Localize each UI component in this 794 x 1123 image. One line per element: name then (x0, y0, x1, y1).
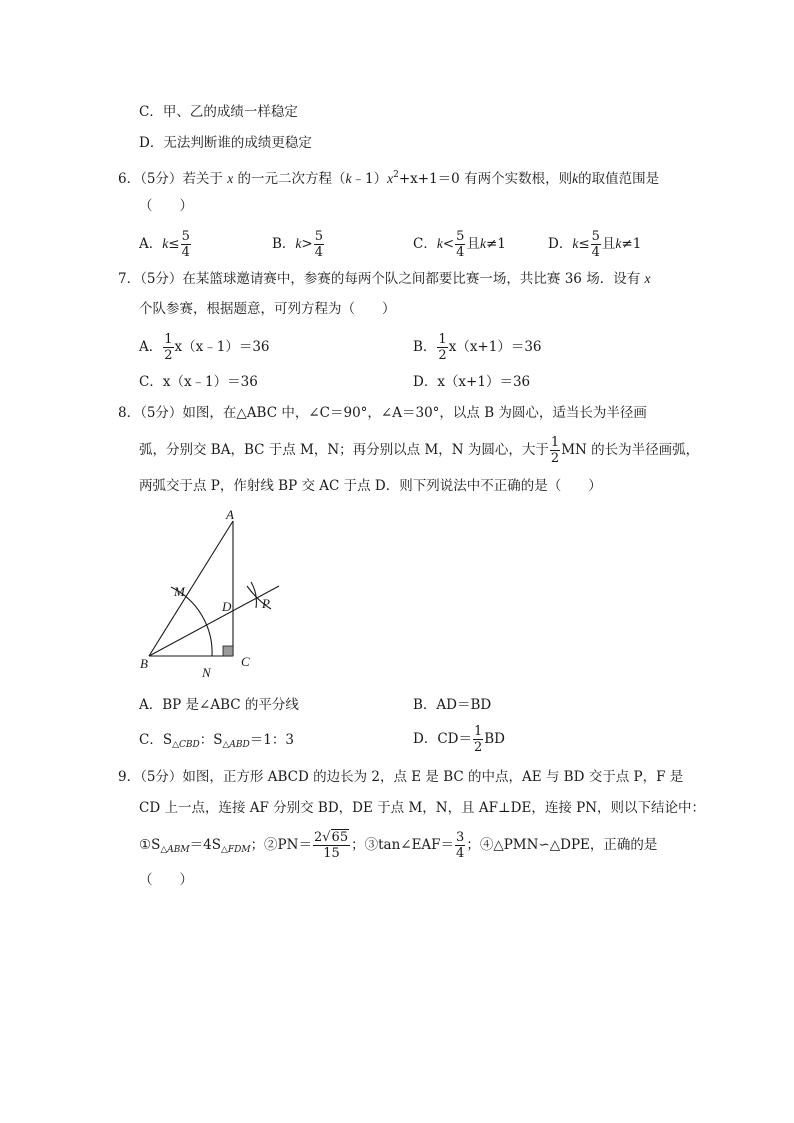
numerator: 1 (164, 332, 173, 347)
q8-option-b[interactable]: B．AD＝BD (413, 697, 492, 713)
option-label: C．S (139, 732, 173, 748)
option-label: C． (413, 236, 437, 252)
label-c: C (241, 654, 250, 669)
q9-paren: （ ） (139, 872, 193, 888)
option-label: D． (548, 236, 573, 252)
numerator: 5 (591, 229, 600, 244)
fraction (314, 229, 324, 260)
q9-stem-line2: CD 上一点，连接 AF 分别交 BD，DE 于点 M，N，且 AF⊥DE，连接 PN，则以下结论中： (139, 800, 706, 816)
var-x: x (387, 171, 394, 186)
fraction (455, 830, 465, 861)
numerator: 5 (456, 229, 465, 244)
subscript: △ABM (160, 845, 190, 855)
q8-option-c[interactable] (139, 730, 294, 755)
var-k: k (572, 236, 579, 251)
option-label: B． (272, 236, 296, 252)
conjunction: 且 (466, 236, 480, 252)
q6-stem (118, 165, 659, 189)
denominator: 15 (323, 846, 340, 861)
fraction (163, 332, 173, 363)
segment-ab (149, 521, 233, 656)
var-k: k (615, 236, 622, 251)
conjunction: 且 (601, 236, 616, 252)
q8-stem-line3: 两弧交于点 P，作射线 BP 交 AC 于点 D．则下列说法中不正确的是（ ） (139, 478, 602, 494)
numerator: 3 (456, 830, 465, 845)
denominator: 2 (473, 740, 483, 755)
var-k: k (572, 171, 579, 186)
numerator: 1 (438, 332, 447, 347)
ray-bp (149, 586, 279, 656)
q8-text: MN 的长为半径画弧， (561, 442, 700, 458)
label-b: B (140, 656, 148, 671)
q6-number: 6． (118, 171, 141, 187)
label-n: N (202, 665, 211, 680)
q7-stem-line1 (118, 269, 651, 289)
var-k: k (479, 236, 486, 251)
q8-text: 弧，分别交 BA，BC 于点 M，N；再分别以点 M，N 为圆心，大于 (139, 442, 549, 458)
numerator: 5 (181, 229, 190, 244)
var-k: k (295, 236, 302, 251)
label-p: P (262, 596, 270, 611)
q6-text: 的一元二次方程（ (237, 171, 346, 187)
relation: > (301, 236, 313, 252)
subscript: △FDM (220, 845, 251, 855)
expression: x（x﹣1）＝36 (174, 339, 270, 355)
denominator: 2 (550, 451, 560, 466)
subscript: △ABD (222, 740, 250, 750)
label-d: D (222, 599, 232, 614)
q6-text: ﹣1） (351, 171, 388, 187)
numerator: 1 (550, 435, 560, 450)
q9-text: ；②PN＝ (250, 837, 312, 853)
relation: ≤ (168, 236, 180, 252)
condition: ≠1 (485, 236, 506, 252)
q9-conclusions (139, 827, 657, 868)
exponent: 2 (393, 170, 399, 180)
option-label: A． (139, 236, 163, 252)
q6-text: +x+1＝0 有两个实数根，则 (398, 171, 573, 187)
numerator: 5 (314, 229, 324, 244)
fraction (437, 332, 447, 363)
fraction (473, 724, 483, 755)
denominator: 2 (164, 348, 173, 363)
option-label: D．CD＝ (413, 731, 472, 747)
var-x: x (644, 271, 651, 286)
fraction (591, 229, 601, 260)
expression: x（x+1）＝36 (448, 339, 542, 355)
q8-stem-line2 (139, 433, 699, 467)
q6-option-d[interactable] (548, 228, 641, 260)
denominator: 4 (456, 245, 465, 260)
denominator: 4 (314, 245, 324, 260)
q7-text: 7．（5分）在某篮球邀请赛中，参赛的每两个队之间都要比赛一场，共比赛 36 场．设有 (118, 271, 641, 287)
denominator: 2 (438, 348, 447, 363)
q8-stem-line1: 8．（5分）如图，在△ABC 中，∠C＝90°，∠A＝30°，以点 B 为圆心，适当长为半径画 (118, 405, 647, 421)
relation: ≤ (578, 236, 590, 252)
numerator: 2√65 (313, 830, 349, 845)
q6-option-c[interactable] (413, 228, 506, 260)
q7-option-a[interactable] (139, 330, 270, 364)
denominator: 4 (456, 846, 465, 861)
q5-option-d: D．无法判断谁的成绩更稳定 (139, 135, 312, 151)
relation: < (442, 236, 455, 252)
q8-option-d[interactable] (413, 722, 505, 756)
q9-text: ；④△PMN∽△DPE，正确的是 (466, 837, 658, 853)
q8-text: BD (484, 731, 506, 747)
label-a: A (226, 507, 234, 522)
q7-option-b[interactable] (413, 330, 542, 364)
fraction (550, 435, 560, 466)
var-k: k (345, 171, 352, 186)
q9-text: ；③tan∠EAF＝ (351, 837, 455, 853)
option-label: B． (413, 339, 437, 355)
var-k: k (436, 236, 443, 251)
coefficient: 2 (313, 830, 323, 845)
label-m: M (174, 584, 185, 599)
q6-option-b[interactable] (272, 228, 325, 260)
q9-stem-line1: 9．（5分）如图，正方形 ABCD 的边长为 2，点 E 是 BC 的中点，AE 与 BD 交于点 P，F 是 (118, 769, 684, 785)
subscript: △CBD (172, 740, 200, 750)
radicand: 65 (331, 830, 349, 845)
q5-option-c: C．甲、乙的成绩一样稳定 (139, 104, 298, 120)
q9-text: ＝4S (189, 837, 221, 853)
q6-text: 的取值范围是 (578, 171, 660, 187)
option-label: A． (139, 339, 163, 355)
q7-stem-line2: 个队参赛，根据题意，可列方程为（ ） (139, 301, 396, 317)
q6-option-a[interactable] (139, 228, 192, 260)
denominator: 4 (591, 245, 600, 260)
fraction (313, 830, 350, 861)
q7-option-d[interactable]: D．x（x+1）＝36 (413, 374, 531, 390)
condition: ≠1 (621, 236, 642, 252)
q9-text: ①S (139, 837, 161, 853)
fraction (181, 229, 191, 260)
numerator: 1 (473, 724, 483, 739)
q6-text: 若关于 (182, 171, 223, 187)
q8-text: ＝1：3 (249, 732, 294, 748)
fraction (455, 229, 465, 260)
var-k: k (162, 236, 169, 251)
q7-option-c[interactable]: C．x（x﹣1）＝36 (139, 374, 258, 390)
right-angle-mark (223, 646, 233, 656)
q8-text: ：S (199, 732, 223, 748)
denominator: 4 (181, 245, 190, 260)
var-x: x (227, 171, 234, 186)
q8-option-a[interactable]: A．BP 是∠ABC 的平分线 (139, 697, 299, 713)
q8-figure (130, 505, 300, 685)
q6-score: （5分） (140, 171, 183, 187)
q6-paren: （ ） (139, 198, 193, 214)
